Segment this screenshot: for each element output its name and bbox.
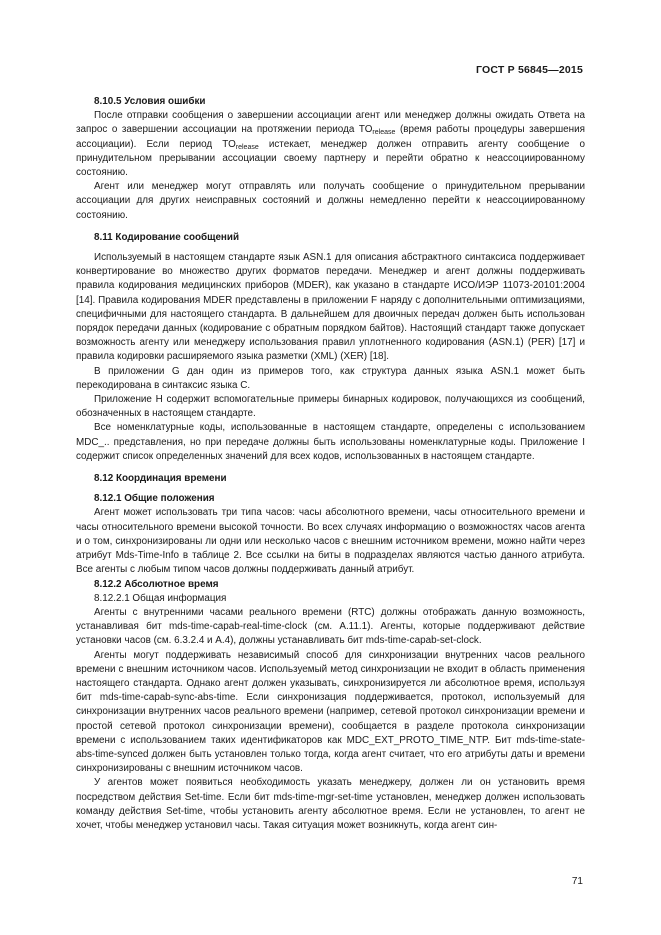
section-8-12-2-1-paragraph-1: Агенты с внутренними часами реального времени (RTC) должны отображать данную возможность, устанавливая бит mds-time-capab-real-time-clock (см. A.11.1). Агенты, которые поддерживают действие установки часов (см. 6.3.2.4 и A.4), должны устанавливать бит mds-time-capab-set-clock.	[76, 606, 585, 647]
section-8-11-paragraph-1: Используемый в настоящем стандарте язык ASN.1 для описания абстрактного синтаксиса поддерживает конвертирование во множество других форматов передачи. Менеджер и агент должны поддерживать правила кодирования медицинских приборов (MDER), как указано в стандарте ИСО/ИЭР 11073-20101:2004 [14]. Правила кодирования MDER представлены в приложении F наряду с дополнительными оптимизациями, специфичными для настоящего стандарта. В дальнейшем для двоичных передач должен быть использован порядок передачи данных (кодирование с обратным порядком байтов). Настоящий стандарт также допускает возможность агенту или менеджеру использования правил уплотненного кодирования (ASN.1) (PER) [17] и правила кодировки расширяемого языка разметки (XML) (XER) [18].	[76, 252, 585, 363]
standard-header: ГОСТ Р 56845—2015	[475, 64, 583, 76]
section-8-11-paragraph-2: В приложении G дан один из примеров того, как структура данных языка ASN.1 может быть перекодирована в синтаксис языка C.	[76, 365, 585, 391]
section-8-11-title: 8.11 Кодирование сообщений	[94, 231, 240, 243]
subscript-release: release	[235, 143, 259, 151]
section-8-10-5-title: 8.10.5 Условия ошибки	[94, 96, 206, 107]
section-8-10-5-paragraph-1: После отправки сообщения о завершении ассоциации агент или менеджер должны ожидать Ответа на запрос о завершении ассоциации на протяжении периода $TO_{release}$ (время работы процедуры завершения ассоциации). Если период $TO_{release}$ истекает, менеджер должен отправить агенту сообщение о принудительном прерывании ассоциации своему партнеру и перейти обратно к неассоциированному состоянию.	[76, 110, 585, 179]
section-8-12-1-title: 8.12.1 Общие положения	[94, 493, 215, 505]
section-8-12-1-paragraph-1: Агент может использовать три типа часов: часы абсолютного времени, часы относительного времени и часы относительного времени высокой точности. Во всех случаях информацию о возможностях часов агента и о том, синхронизированы ли одни или несколько часов с внешним источником времени, можно найти через атрибут Mds-Time-Info в таблице 2. Все ссылки на биты в подразделах являются частью данного атрибута. Все агенты с любым типом часов должны поддерживать данный атрибут.	[76, 507, 585, 576]
section-8-11-paragraph-4: Все номенклатурные коды, использованные в настоящем стандарте, определены с использованием MDC_.. представления, но при передаче должны быть использованы номенклатурные коды. Приложение I содержит список определенных значений для всех кодов, использованных в настоящем стандарте.	[76, 422, 585, 462]
section-8-10-5-paragraph-2: Агент или менеджер могут отправлять или получать сообщение о принудительном прерывании ассоциации для других неисправных состояний и должны немедленно перейти к неассоциированному состоянию.	[76, 181, 585, 221]
section-8-12-2-1-paragraph-2: Агенты могут поддерживать независимый способ для синхронизации внутренних часов реального времени с внешним источником часов. Используемый метод синхронизации не входит в область применения настоящего стандарта. Однако агент должен указывать, синхронизируется ли абсолютное время, используя бит mds-time-capab-sync-abs-time. Если синхронизация поддерживается, протокол, используемый для синхронизации внутренних часов реального времени (например, сетевой протокол синхронизации времени и простой сетевой протокол синхронизации времени), сообщается в разделе протокола синхронизации времени с использованием таких идентификаторов как MDC_EXT_PROTO_TIME_NTP. Бит mds-time-state-abs-time-synced должен быть установлен только тогда, когда агент считает, что его атрибуты даты и времени синхронизированы с внешним источником часов.	[76, 649, 585, 775]
section-8-12-2-title: 8.12.2 Абсолютное время	[94, 578, 219, 590]
page-number: 71	[571, 876, 583, 887]
section-8-12-title: 8.12 Координация времени	[94, 473, 227, 485]
section-8-12-2-1-title: 8.12.2.1 Общая информация	[94, 592, 227, 604]
section-8-12-2-1-paragraph-3: У агентов может появиться необходимость указать менеджеру, должен ли он установить время посредством действия Set-time. Если бит mds-time-mgr-set-time установлен, менеджер должен использовать команду действия Set-time, чтобы установить агенту абсолютное время. Если не установлен, то агент не хочет, чтобы менеджер установил часы. Такая ситуация может возникнуть, когда агент син-	[76, 777, 585, 831]
page-content	[76, 95, 585, 833]
subscript-release: release	[372, 129, 396, 137]
section-8-11-paragraph-3: Приложение H содержит вспомогательные примеры бинарных кодировок, получающихся из сообщений, обозначенных в настоящем стандарте.	[76, 394, 585, 420]
